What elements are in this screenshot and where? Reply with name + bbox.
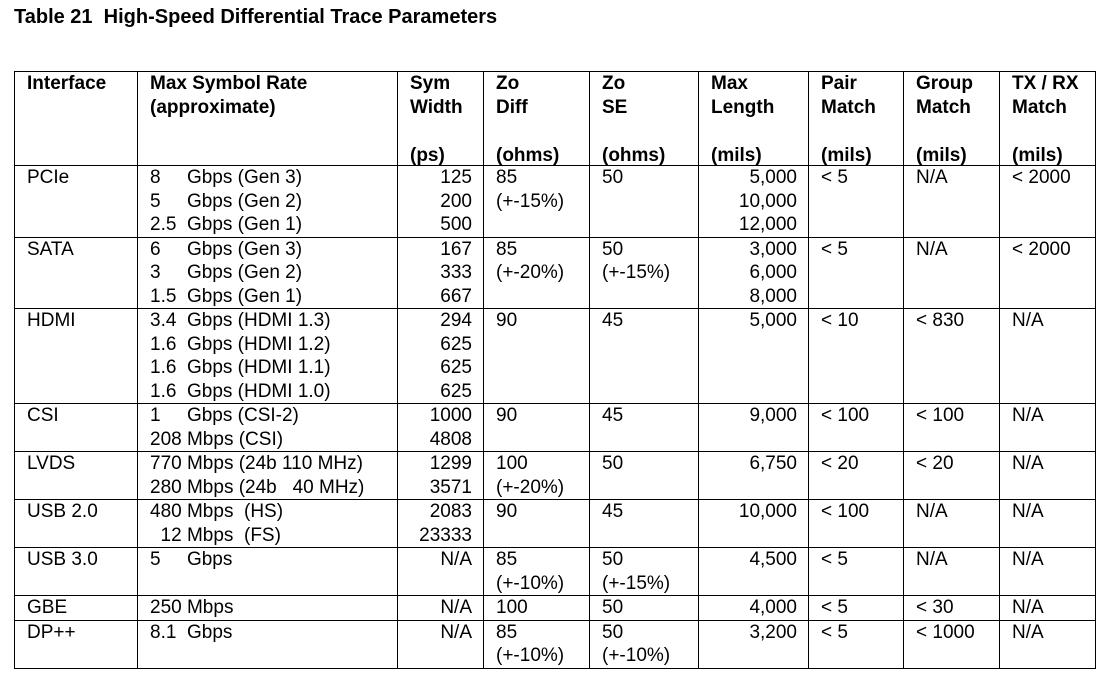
header-unit: (ohms) (602, 144, 666, 166)
cell-interface (15, 620, 138, 668)
cell-line: 50 (602, 167, 624, 188)
cell-line: 85 (496, 621, 518, 643)
cell-pair (809, 620, 904, 668)
header-line: Zo (496, 73, 520, 94)
cell-rate (138, 237, 398, 309)
cell-line: 5 Gbps (150, 549, 233, 570)
cell-line: (+-15%) (602, 262, 671, 283)
cell-group (904, 237, 1000, 309)
cell-interface (15, 500, 138, 548)
cell-line: < 830 (916, 310, 965, 331)
header-pair-match (809, 72, 904, 166)
cell-line: 625 (440, 380, 472, 402)
table-row (15, 548, 1096, 596)
cell-line: PCIe (27, 167, 70, 188)
cell-line: 770 Mbps (24b 110 MHz) (150, 453, 363, 474)
cell-interface (15, 404, 138, 452)
cell-zodiff (484, 452, 590, 500)
cell-line: < 2000 (1012, 167, 1071, 188)
cell-line: 2.5 Gbps (Gen 1) (150, 214, 303, 235)
cell-interface (15, 166, 138, 238)
cell-line: 50 (602, 549, 624, 570)
cell-line: 6,750 (749, 453, 797, 474)
cell-line: 5,000 (749, 310, 797, 331)
cell-line: 9,000 (749, 405, 797, 426)
cell-width (398, 237, 484, 309)
header-row (15, 72, 1096, 166)
cell-interface (15, 548, 138, 596)
cell-txrx (1000, 237, 1096, 309)
cell-width (398, 596, 484, 621)
cell-line: N/A (916, 238, 948, 260)
cell-line: N/A (1012, 405, 1044, 426)
cell-line: 3571 (429, 476, 472, 498)
cell-zose (590, 620, 699, 668)
header-unit: (mils) (1012, 144, 1063, 166)
table-title: Table 21 High-Speed Differential Trace Parameters (14, 6, 498, 28)
header-line: Length (711, 96, 775, 118)
header-zo-diff (484, 72, 590, 166)
cell-line: 625 (440, 333, 472, 355)
cell-rate (138, 548, 398, 596)
header-line: Match (1012, 96, 1067, 118)
cell-line: 50 (602, 238, 624, 260)
cell-line: < 5 (821, 621, 848, 643)
cell-length (699, 500, 809, 548)
cell-group (904, 620, 1000, 668)
cell-line: 50 (602, 621, 624, 643)
cell-line: 4,500 (749, 549, 797, 570)
cell-rate (138, 500, 398, 548)
cell-width (398, 404, 484, 452)
header-line: Zo (602, 73, 626, 94)
header-unit: (mils) (916, 144, 967, 166)
header-unit: (mils) (821, 144, 872, 166)
cell-txrx (1000, 309, 1096, 404)
cell-zodiff (484, 404, 590, 452)
cell-zodiff (484, 548, 590, 596)
cell-line: < 100 (821, 501, 870, 522)
cell-txrx (1000, 404, 1096, 452)
cell-width (398, 309, 484, 404)
cell-group (904, 548, 1000, 596)
cell-line: 45 (602, 405, 624, 426)
cell-line: 8,000 (749, 285, 797, 307)
cell-line: 50 (602, 597, 624, 618)
cell-line: N/A (1012, 501, 1044, 522)
table-row (15, 166, 1096, 238)
cell-pair (809, 452, 904, 500)
cell-group (904, 309, 1000, 404)
cell-line: (+-10%) (496, 572, 565, 594)
cell-zodiff (484, 596, 590, 621)
cell-line: 1.5 Gbps (Gen 1) (150, 285, 303, 307)
cell-line: 250 Mbps (150, 597, 234, 618)
cell-line: N/A (1012, 310, 1044, 331)
cell-line: < 5 (821, 238, 848, 260)
cell-txrx (1000, 596, 1096, 621)
cell-line: 208 Mbps (CSI) (150, 428, 284, 450)
cell-length (699, 309, 809, 404)
cell-length (699, 620, 809, 668)
cell-zose (590, 548, 699, 596)
cell-line: 5 Gbps (Gen 2) (150, 190, 303, 212)
cell-zodiff (484, 237, 590, 309)
cell-group (904, 596, 1000, 621)
cell-width (398, 548, 484, 596)
header-interface (15, 72, 138, 166)
cell-line: 500 (440, 214, 472, 235)
cell-line: 50 (602, 453, 624, 474)
cell-group (904, 500, 1000, 548)
cell-line: 294 (440, 310, 472, 331)
cell-rate (138, 404, 398, 452)
cell-line: 12 Mbps (FS) (150, 524, 281, 546)
cell-line: < 100 (821, 405, 870, 426)
cell-line: < 100 (916, 405, 965, 426)
cell-interface (15, 237, 138, 309)
cell-line: N/A (440, 621, 472, 643)
cell-line: < 2000 (1012, 238, 1071, 260)
cell-line: 125 (440, 167, 472, 188)
cell-pair (809, 548, 904, 596)
cell-line: 45 (602, 310, 624, 331)
cell-width (398, 500, 484, 548)
cell-line: 100 (496, 453, 528, 474)
cell-group (904, 404, 1000, 452)
cell-zodiff (484, 500, 590, 548)
cell-line: 23333 (419, 524, 472, 546)
cell-pair (809, 404, 904, 452)
cell-txrx (1000, 500, 1096, 548)
cell-line: CSI (27, 405, 59, 426)
cell-line: < 5 (821, 597, 848, 618)
cell-interface (15, 309, 138, 404)
cell-rate (138, 596, 398, 621)
cell-txrx (1000, 166, 1096, 238)
header-line: Match (821, 96, 876, 118)
cell-line: 480 Mbps (HS) (150, 501, 284, 522)
cell-line: 10,000 (738, 190, 797, 212)
cell-line: SATA (27, 238, 74, 260)
cell-line: N/A (916, 501, 948, 522)
cell-line: 1299 (429, 453, 472, 474)
cell-pair (809, 596, 904, 621)
cell-line: 333 (440, 262, 472, 283)
cell-line: 85 (496, 238, 518, 260)
header-line: Group (916, 73, 973, 94)
cell-line: 200 (440, 190, 472, 212)
cell-group (904, 166, 1000, 238)
cell-line: < 10 (821, 310, 859, 331)
cell-zose (590, 452, 699, 500)
cell-interface (15, 452, 138, 500)
table-row (15, 309, 1096, 404)
cell-line: LVDS (27, 453, 76, 474)
cell-zodiff (484, 309, 590, 404)
cell-length (699, 237, 809, 309)
cell-length (699, 596, 809, 621)
cell-rate (138, 309, 398, 404)
cell-line: 1.6 Gbps (HDMI 1.0) (150, 380, 331, 402)
cell-line: (+-20%) (496, 476, 565, 498)
cell-zose (590, 404, 699, 452)
cell-line: 85 (496, 549, 518, 570)
cell-line: N/A (1012, 597, 1044, 618)
cell-line: 90 (496, 405, 518, 426)
table-row (15, 404, 1096, 452)
cell-txrx (1000, 620, 1096, 668)
cell-line: 90 (496, 501, 518, 522)
table-body (15, 166, 1096, 669)
cell-line: < 20 (916, 453, 954, 474)
cell-line: N/A (916, 167, 948, 188)
cell-zose (590, 596, 699, 621)
cell-line: N/A (440, 597, 472, 618)
cell-length (699, 452, 809, 500)
cell-pair (809, 166, 904, 238)
cell-line: < 20 (821, 453, 859, 474)
cell-line: 12,000 (738, 214, 797, 235)
header-tx-rx-match (1000, 72, 1096, 166)
cell-line: 1000 (429, 405, 472, 426)
cell-line: 1.6 Gbps (HDMI 1.2) (150, 333, 331, 355)
cell-line: 6,000 (749, 262, 797, 283)
cell-zose (590, 237, 699, 309)
cell-pair (809, 309, 904, 404)
cell-length (699, 548, 809, 596)
cell-line: (+-15%) (496, 190, 565, 212)
cell-line: 2083 (429, 501, 472, 522)
header-max-symbol-rate (138, 72, 398, 166)
header-sym-width (398, 72, 484, 166)
header-line: Diff (496, 96, 528, 118)
cell-line: 5,000 (749, 167, 797, 188)
header-unit: (mils) (711, 144, 762, 166)
header-zo-se (590, 72, 699, 166)
header-line: Match (916, 96, 971, 118)
cell-line: 3,200 (749, 621, 797, 643)
cell-line: (+-20%) (496, 262, 565, 283)
header-line: Width (410, 96, 463, 118)
cell-line: 6 Gbps (Gen 3) (150, 238, 303, 260)
cell-txrx (1000, 548, 1096, 596)
header-line: Max Symbol Rate (150, 73, 308, 94)
cell-line: (+-10%) (496, 645, 565, 666)
table-row (15, 237, 1096, 309)
header-line: Interface (27, 73, 107, 94)
cell-zose (590, 166, 699, 238)
cell-rate (138, 452, 398, 500)
cell-zodiff (484, 620, 590, 668)
header-line: TX / RX (1012, 73, 1079, 94)
cell-line: 4,000 (749, 597, 797, 618)
cell-line: N/A (1012, 549, 1044, 570)
cell-txrx (1000, 452, 1096, 500)
cell-zose (590, 309, 699, 404)
header-unit: (ps) (410, 144, 445, 166)
table-row (15, 620, 1096, 668)
table-row (15, 596, 1096, 621)
cell-line: (+-15%) (602, 572, 671, 594)
cell-line: USB 3.0 (27, 549, 98, 570)
cell-line: 10,000 (738, 501, 797, 522)
header-line: Sym (410, 73, 451, 94)
cell-pair (809, 237, 904, 309)
cell-length (699, 404, 809, 452)
header-max-length (699, 72, 809, 166)
header-line: (approximate) (150, 96, 276, 118)
cell-rate (138, 166, 398, 238)
cell-line: 45 (602, 501, 624, 522)
cell-line: 85 (496, 167, 518, 188)
cell-line: GBE (27, 597, 68, 618)
header-group-match (904, 72, 1000, 166)
cell-line: 3,000 (749, 238, 797, 260)
cell-line: 625 (440, 357, 472, 378)
header-line: SE (602, 96, 628, 118)
cell-line: (+-10%) (602, 645, 671, 666)
cell-line: DP++ (27, 621, 76, 643)
cell-line: 3 Gbps (Gen 2) (150, 262, 303, 283)
cell-line: 1.6 Gbps (HDMI 1.1) (150, 357, 331, 378)
cell-line: 167 (440, 238, 472, 260)
cell-interface (15, 596, 138, 621)
cell-line: N/A (916, 549, 948, 570)
cell-zodiff (484, 166, 590, 238)
cell-line: 4808 (429, 428, 472, 450)
header-unit: (ohms) (496, 144, 560, 166)
cell-line: < 1000 (916, 621, 975, 643)
cell-line: < 5 (821, 167, 848, 188)
cell-zose (590, 500, 699, 548)
cell-line: < 30 (916, 597, 954, 618)
cell-line: N/A (440, 549, 472, 570)
table-row (15, 500, 1096, 548)
cell-width (398, 452, 484, 500)
cell-width (398, 166, 484, 238)
cell-line: 280 Mbps (24b 40 MHz) (150, 476, 365, 498)
cell-line: HDMI (27, 310, 76, 331)
cell-line: 8 Gbps (Gen 3) (150, 167, 303, 188)
cell-width (398, 620, 484, 668)
cell-line: 8.1 Gbps (150, 621, 233, 643)
cell-line: 100 (496, 597, 528, 618)
cell-line: 1 Gbps (CSI-2) (150, 405, 299, 426)
cell-group (904, 452, 1000, 500)
cell-length (699, 166, 809, 238)
header-line: Max (711, 73, 748, 94)
cell-pair (809, 500, 904, 548)
table-row (15, 452, 1096, 500)
header-line: Pair (821, 73, 857, 94)
trace-parameters-table (14, 71, 1096, 669)
cell-line: USB 2.0 (27, 501, 98, 522)
cell-line: 90 (496, 310, 518, 331)
cell-line: < 5 (821, 549, 848, 570)
cell-line: N/A (1012, 453, 1044, 474)
cell-line: 3.4 Gbps (HDMI 1.3) (150, 310, 331, 331)
cell-rate (138, 620, 398, 668)
cell-line: 667 (440, 285, 472, 307)
cell-line: N/A (1012, 621, 1044, 643)
